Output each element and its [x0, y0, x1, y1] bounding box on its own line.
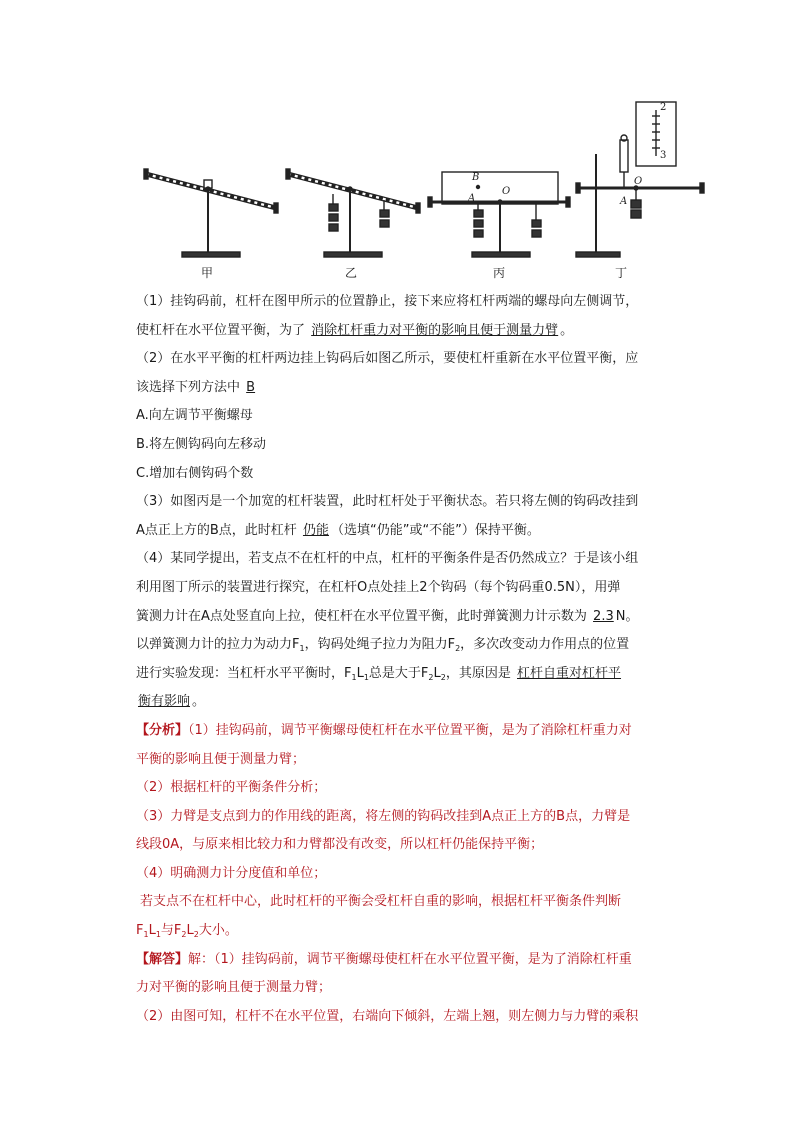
figure-yi: [286, 169, 420, 257]
q4-line5-b: L: [356, 665, 364, 681]
q4-line4-a: 以弹簧测力计的拉力为动力F: [136, 637, 300, 653]
subscript: 1: [351, 672, 357, 682]
solution-line1: [136, 946, 676, 975]
q1-line2-pre: 使杠杆在水平位置平衡，为了: [136, 322, 306, 338]
q2-option-b: B.将左侧钩码向左移动: [136, 436, 267, 452]
analysis-line4: （3）力臂是支点到力的作用线的距离，将左侧的钩码改挂到A点正上方的B点，力臂是: [136, 808, 631, 824]
caption-yi: 乙: [344, 266, 357, 280]
q1-answer: 消除杠杆重力对平衡的影响且便于测量力臂: [311, 322, 559, 338]
solution-line3: （2）由图可知，杠杆不在水平位置，右端向下倾斜，左端上翘，则左侧力与力臂的乘积: [136, 1008, 639, 1024]
q4-line5-e: ，其原因是: [445, 665, 511, 681]
q4-line5: [136, 660, 676, 689]
label-scale-2: 2: [660, 102, 667, 113]
subscript: 1: [143, 930, 149, 940]
subscript: 1: [155, 930, 161, 940]
q1-line2-post: 。: [560, 322, 574, 338]
q4-line4-c: ，多次改变动力作用点的位置: [460, 637, 630, 653]
subscript: 2: [181, 930, 187, 940]
analysis-l8-b: L: [148, 923, 156, 939]
q2-option-a: A.向左调节平衡螺母: [136, 408, 253, 424]
analysis-line6: （4）明确测力计分度值和单位；: [136, 865, 327, 881]
q4-line3-pre: 簧测力计在A点处竖直向上拉，使杠杆在水平位置平衡，此时弹簧测力计示数为: [136, 608, 587, 624]
q4-line3: [136, 603, 676, 632]
analysis-tag: 【分析】: [136, 722, 189, 738]
analysis-line5: 线段0A，与原来相比较力和力臂都没有改变，所以杠杆仍能保持平衡；: [136, 837, 544, 853]
analysis-line1: [136, 717, 676, 746]
subscript: 2: [193, 930, 199, 940]
analysis-l8-e: 大小。: [198, 923, 238, 939]
label-bing-A: A: [468, 193, 476, 204]
q4-line1: （4）某同学提出，若支点不在杠杆的中点，杠杆的平衡条件是否仍然成立？于是该小组: [136, 551, 639, 567]
caption-jia: 甲: [200, 266, 213, 280]
label-bing-O: O: [502, 186, 511, 197]
solution-tag: 【解答】: [136, 951, 189, 967]
q3-line2-post: （选填“仍能”或“不能”）保持平衡。: [330, 522, 540, 538]
analysis-l8-c: 与F: [160, 923, 182, 939]
q4-line2: 利用图丁所示的装置进行探究，在杠杆O点处挂上2个钩码（每个钩码重0.5N），用弹: [136, 579, 621, 595]
label-ding-O: O: [634, 176, 643, 187]
subscript: 1: [299, 644, 305, 654]
subscript: 2: [428, 672, 434, 682]
q3-line2: [136, 517, 676, 546]
analysis-l8-a: F: [136, 923, 144, 939]
figure-bing: [428, 172, 570, 257]
q4-answer-reason-1: 杠杆自重对杠杆平: [517, 665, 622, 681]
q1-line1: （1）挂钩码前，杠杆在图甲所示的位置静止，接下来应将杠杆两端的螺母向左侧调节，: [136, 294, 639, 309]
q2-answer: B: [246, 379, 256, 395]
solution-line2: 力对平衡的影响且便于测量力臂；: [136, 980, 332, 996]
q3-line2-pre: A点正上方的B点，此时杠杆: [136, 522, 297, 538]
analysis-l1: （1）挂钩码前，调节平衡螺母使杠杆在水平位置平衡，是为了消除杠杆重力对: [188, 722, 632, 738]
q4-line6-post: 。: [192, 694, 206, 710]
q4-line4: [136, 631, 676, 660]
label-ding-A: A: [620, 196, 628, 207]
question-text: [136, 288, 676, 1031]
figure-jia: [144, 169, 278, 257]
caption-ding: 丁: [614, 266, 627, 280]
q2-line2: [136, 374, 676, 403]
analysis-line7: 若支点不在杠杆中心，此时杠杆的平衡会受杠杆自重的影响，根据杠杆平衡条件判断: [140, 894, 622, 910]
analysis-l8-d: L: [186, 923, 194, 939]
q2-line2-pre: 该选择下列方法中: [136, 379, 241, 395]
analysis-line2: 平衡的影响且便于测量力臂；: [136, 751, 306, 767]
q4-answer-reading: 2.3: [593, 608, 614, 624]
q4-line5-a: 进行实验发现：当杠杆水平平衡时，F: [136, 665, 352, 681]
label-scale-3: 3: [660, 150, 667, 161]
q4-line3-post: N。: [615, 608, 639, 624]
solution-l1: 解：（1）挂钩码前，调节平衡螺母使杠杆在水平位置平衡，是为了消除杠杆重: [188, 951, 632, 967]
q4-answer-reason-2: 衡有影响: [138, 694, 191, 710]
label-bing-B: B: [472, 172, 480, 183]
subscript: 2: [440, 672, 446, 682]
q2-option-c: C.增加右侧钩码个数: [136, 465, 254, 481]
q1-line2: [136, 317, 676, 346]
lever-diagrams-svg: [136, 96, 706, 288]
q4-line4-b: ，钩码处绳子拉力为阻力F: [304, 637, 456, 653]
lever-figures: [136, 96, 706, 288]
q3-line1: （3）如图丙是一个加宽的杠杆装置，此时杠杆处于平衡状态。若只将左侧的钩码改挂到: [136, 494, 639, 510]
q4-line6: [136, 688, 676, 717]
caption-bing: 丙: [492, 266, 505, 280]
analysis-line3: （2）根据杠杆的平衡条件分析；: [136, 780, 327, 796]
analysis-line8: [136, 917, 676, 946]
q2-line1: （2）在水平平衡的杠杆两边挂上钩码后如图乙所示，要使杠杆重新在水平位置平衡，应: [136, 351, 639, 367]
q4-line5-c: 总是大于F: [368, 665, 429, 681]
q3-answer: 仍能: [302, 522, 329, 538]
subscript: 2: [455, 644, 461, 654]
subscript: 1: [363, 672, 369, 682]
q4-line5-d: L: [433, 665, 441, 681]
